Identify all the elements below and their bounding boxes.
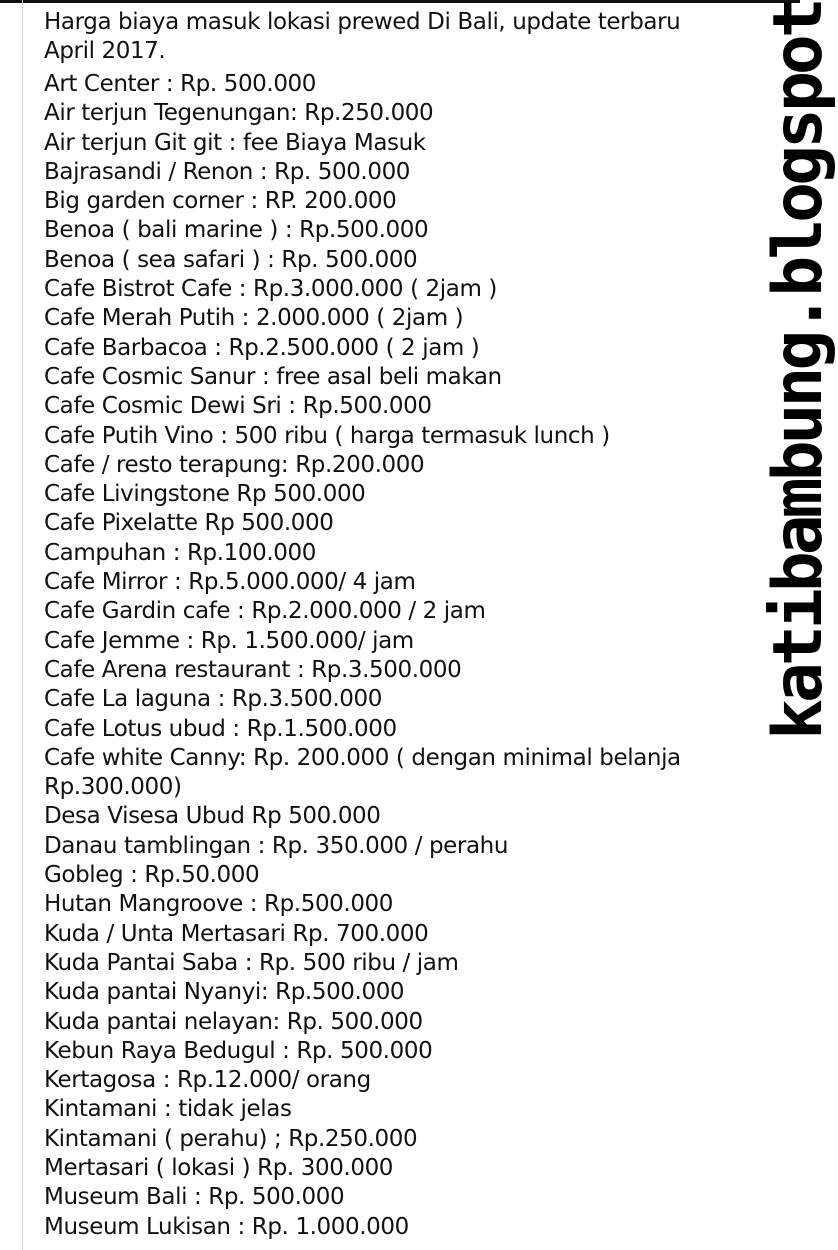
list-item: Cafe Lotus ubud : Rp.1.500.000 — [44, 715, 397, 742]
list-item: Bajrasandi / Renon : Rp. 500.000 — [44, 158, 411, 185]
list-item: Mertasari ( lokasi ) Rp. 300.000 — [44, 1154, 394, 1181]
list-item: Kintamani : tidak jelas — [44, 1096, 292, 1123]
list-item: Museum Lukisan : Rp. 1.000.000 — [44, 1213, 409, 1240]
blog-watermark: katibambung.blogspot — [759, 1, 838, 740]
list-item: Cafe Merah Putih : 2.000.000 ( 2jam ) — [44, 305, 464, 332]
list-item: Big garden corner : RP. 200.000 — [44, 188, 397, 215]
list-item: Kertagosa : Rp.12.000/ orang — [44, 1067, 371, 1094]
document-body — [44, 8, 734, 1242]
list-item: Kuda pantai nelayan: Rp. 500.000 — [44, 1008, 423, 1035]
list-item: Gobleg : Rp.50.000 — [44, 862, 260, 889]
list-item: Air terjun Git git : fee Biaya Masuk — [44, 129, 426, 156]
list-item: Kebun Raya Bedugul : Rp. 500.000 — [44, 1037, 433, 1064]
list-item: Cafe Cosmic Dewi Sri : Rp.500.000 — [44, 393, 432, 420]
list-item: Desa Visesa Ubud Rp 500.000 — [44, 803, 381, 830]
list-item: Cafe Arena restaurant : Rp.3.500.000 — [44, 656, 462, 683]
list-item: Kuda / Unta Mertasari Rp. 700.000 — [44, 920, 429, 947]
list-item: Cafe Bistrot Cafe : Rp.3.000.000 ( 2jam ) — [44, 276, 497, 303]
top-border — [0, 0, 800, 3]
list-item: Cafe Livingstone Rp 500.000 — [44, 481, 366, 508]
list-item: Cafe Barbacoa : Rp.2.500.000 ( 2 jam ) — [44, 334, 480, 361]
list-item: Kintamani ( perahu) ; Rp.250.000 — [44, 1125, 418, 1152]
list-item: Cafe Jemme : Rp. 1.500.000/ jam — [44, 627, 414, 654]
list-item: Campuhan : Rp.100.000 — [44, 539, 316, 566]
list-item: Cafe Gardin cafe : Rp.2.000.000 / 2 jam — [44, 598, 486, 625]
list-item: Art Center : Rp. 500.000 — [44, 71, 317, 97]
list-item: Benoa ( bali marine ) : Rp.500.000 — [44, 217, 429, 244]
list-item: Danau tamblingan : Rp. 350.000 / perahu — [44, 832, 509, 859]
list-item: Cafe Pixelatte Rp 500.000 — [44, 510, 334, 537]
list-item: Kuda pantai Nyanyi: Rp.500.000 — [44, 979, 405, 1006]
document-heading: Harga biaya masuk lokasi prewed Di Bali, update terbaru April 2017. — [44, 9, 681, 64]
list-item: Cafe / resto terapung: Rp.200.000 — [44, 451, 425, 478]
price-list — [44, 70, 734, 1242]
list-item: Cafe Cosmic Sanur : free asal beli makan — [44, 363, 502, 390]
list-item: Cafe white Canny: Rp. 200.000 ( dengan minimal belanja Rp.300.000) — [44, 744, 681, 801]
list-item: Air terjun Tegenungan: Rp.250.000 — [44, 100, 434, 127]
list-item: Kuda Pantai Saba : Rp. 500 ribu / jam — [44, 949, 459, 976]
list-item: Cafe Mirror : Rp.5.000.000/ 4 jam — [44, 569, 416, 596]
list-item: Museum Bali : Rp. 500.000 — [44, 1184, 345, 1211]
list-item: Cafe Putih Vino : 500 ribu ( harga termasuk lunch ) — [44, 422, 610, 449]
left-margin-line — [22, 0, 23, 1250]
list-item: Hutan Mangroove : Rp.500.000 — [44, 891, 394, 918]
list-item: Benoa ( sea safari ) : Rp. 500.000 — [44, 246, 418, 273]
list-item: Cafe La laguna : Rp.3.500.000 — [44, 686, 382, 713]
